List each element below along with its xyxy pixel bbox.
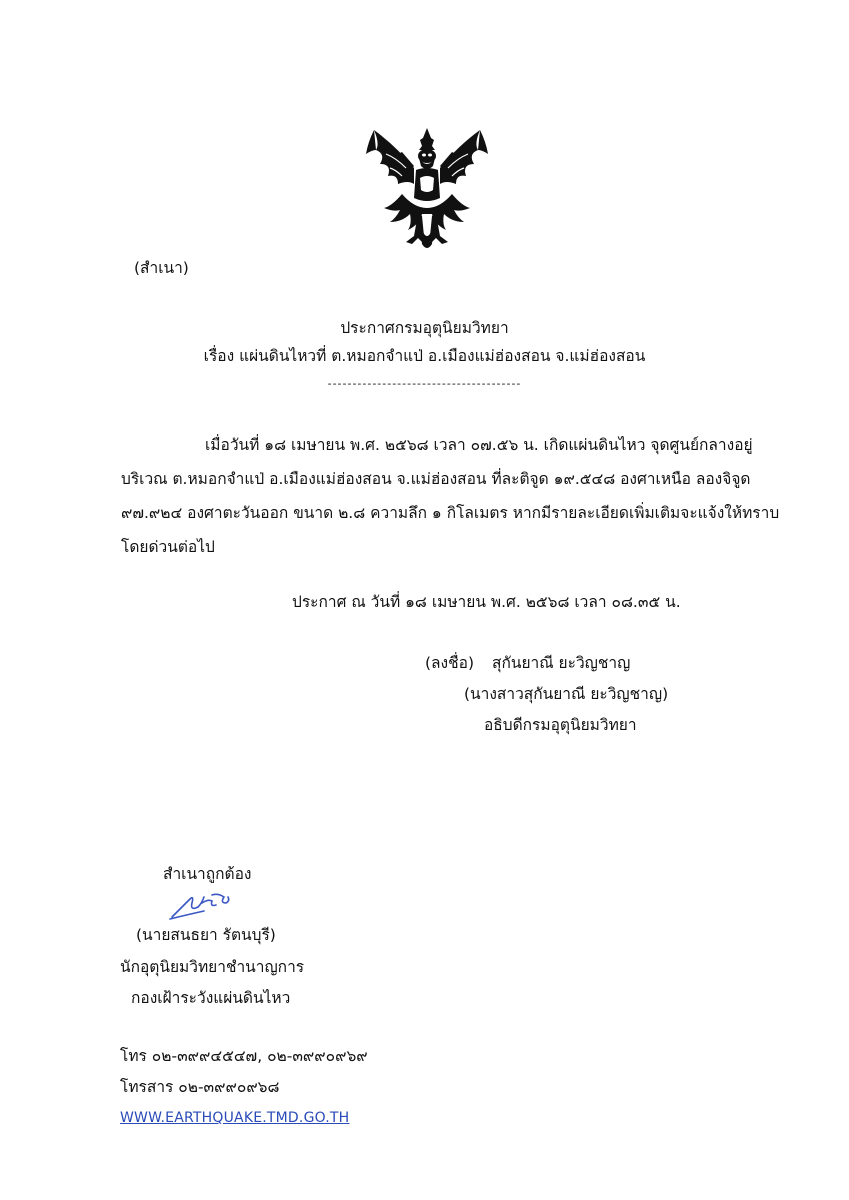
body-line-3: ๙๗.๙๒๔ องศาตะวันออก ขนาด ๒.๘ ความลึก ๑ กิโลเมตร หากมีรายละเอียดเพิ่มเติมจะแจ้งให้ทราบ (121, 504, 780, 522)
document-subject: เรื่อง แผ่นดินไหวที่ ต.หมอกจำแป่ อ.เมืองแม่ฮ่องสอน จ.แม่ฮ่องสอน (203, 347, 646, 365)
certified-label: สำเนาถูกต้อง (163, 865, 252, 883)
copy-mark: (สำเนา) (134, 259, 189, 277)
signer-position: อธิบดีกรมอุตุนิยมวิทยา (484, 716, 637, 734)
contact-phone: โทร ๐๒-๓๙๙๔๕๔๗, ๐๒-๓๙๙๐๙๖๙ (120, 1047, 368, 1065)
handwritten-signature-icon (168, 889, 234, 921)
announcement-date: ประกาศ ณ วันที่ ๑๘ เมษายน พ.ศ. ๒๕๖๘ เวลา ๐๘.๓๕ น. (292, 593, 681, 611)
certifier-name: (นายสนธยา รัตนบุรี) (136, 926, 276, 944)
signer-full-name: (นางสาวสุกันยาณี ยะวิญชาญ) (464, 685, 669, 703)
contact-fax: โทรสาร ๐๒-๓๙๙๐๙๖๘ (120, 1078, 280, 1096)
certifier-division: กองเฝ้าระวังแผ่นดินไหว (131, 989, 291, 1007)
body-line-2: บริเวณ ต.หมอกจำแป่ อ.เมืองแม่ฮ่องสอน จ.แม่ฮ่องสอน ที่ละติจูด ๑๙.๕๔๘ องศาเหนือ ลองจิจูด (121, 470, 751, 488)
signed-name: สุกันยาณี ยะวิญชาญ (492, 654, 631, 672)
document-heading: ประกาศกรมอุตุนิยมวิทยา (340, 319, 509, 337)
certifier-title: นักอุตุนิยมวิทยาชำนาญการ (120, 958, 305, 976)
heading-rule: --------------------------------------- (327, 377, 522, 390)
garuda-emblem-icon (362, 124, 492, 254)
body-line-1: เมื่อวันที่ ๑๘ เมษายน พ.ศ. ๒๕๖๘ เวลา ๐๗.๕๖ น. เกิดแผ่นดินไหว จุดศูนย์กลางอยู่ (205, 436, 753, 454)
sign-label: (ลงชื่อ) (425, 654, 474, 672)
body-line-4: โดยด่วนต่อไป (121, 538, 215, 556)
website-link[interactable]: WWW.EARTHQUAKE.TMD.GO.TH (120, 1110, 350, 1126)
